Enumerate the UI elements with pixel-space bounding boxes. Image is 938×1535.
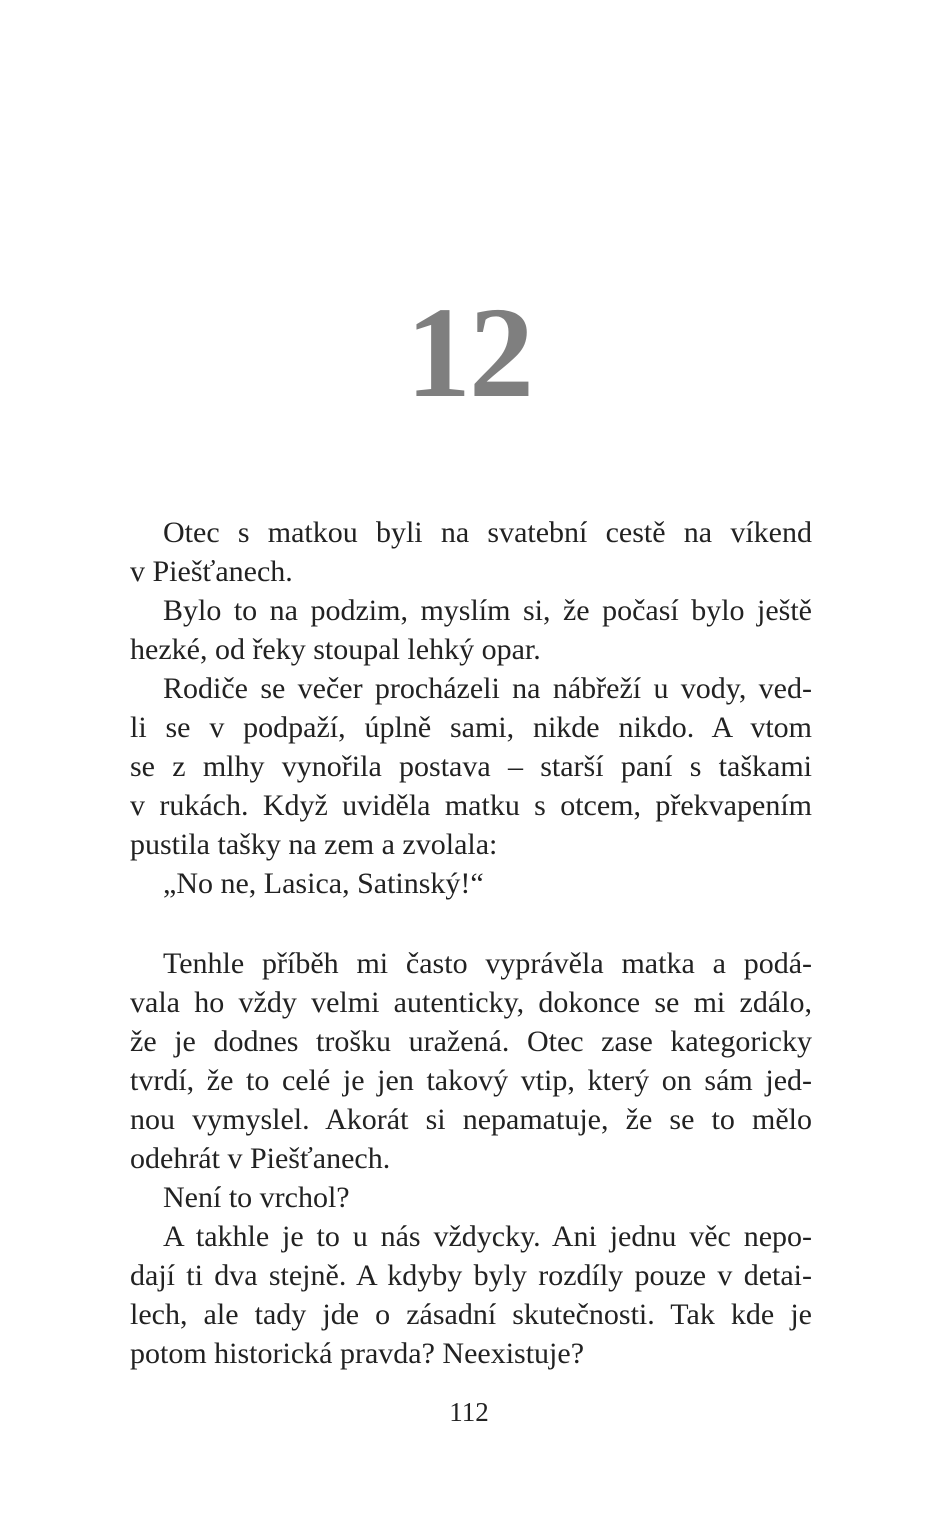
text-line: li se v podpaží, úplně sami, nikde nikdo. A vtom [130,711,812,744]
text-block-intro [130,513,812,903]
text-line: A takhle je to u nás vždycky. Ani jednu věc nepo- [163,1220,812,1253]
chapter-number: 12 [406,281,532,425]
text-line: Není to vrchol? [163,1181,350,1214]
text-line: tvrdí, že to celé je jen takový vtip, který on sám jed- [130,1064,812,1097]
text-line: hezké, od řeky stoupal lehký opar. [130,633,541,666]
text-line: Bylo to na podzim, myslím si, že počasí bylo ještě [163,594,812,627]
text-line: v rukách. Když uviděla matku s otcem, překvapením [130,789,812,822]
text-block-main [130,944,812,1373]
text-line: lech, ale tady jde o zásadní skutečnosti. Tak kde je [130,1298,812,1331]
text-line: Rodiče se večer procházeli na nábřeží u vody, ved- [163,672,812,705]
text-line: Otec s matkou byli na svatební cestě na víkend [163,516,812,549]
page-number: 112 [449,1397,489,1427]
text-line: dají ti dva stejně. A kdyby byly rozdíly pouze v detai- [130,1259,812,1292]
text-line: že je dodnes trošku uražená. Otec zase kategoricky [130,1025,812,1058]
text-line: odehrát v Piešťanech. [130,1142,391,1175]
text-line: v Piešťanech. [130,555,293,588]
text-line: potom historická pravda? Neexistuje? [130,1337,585,1370]
text-line: vala ho vždy velmi autenticky, dokonce se mi zdálo, [130,986,812,1019]
text-line: „No ne, Lasica, Satinský!“ [163,867,484,900]
text-line: nou vymyslel. Akorát si nepamatuje, že se to mělo [130,1103,812,1136]
text-line: Tenhle příběh mi často vyprávěla matka a podá- [163,947,812,980]
text-line: se z mlhy vynořila postava – starší paní s taškami [130,750,812,783]
text-line: pustila tašky na zem a zvolala: [130,828,498,861]
